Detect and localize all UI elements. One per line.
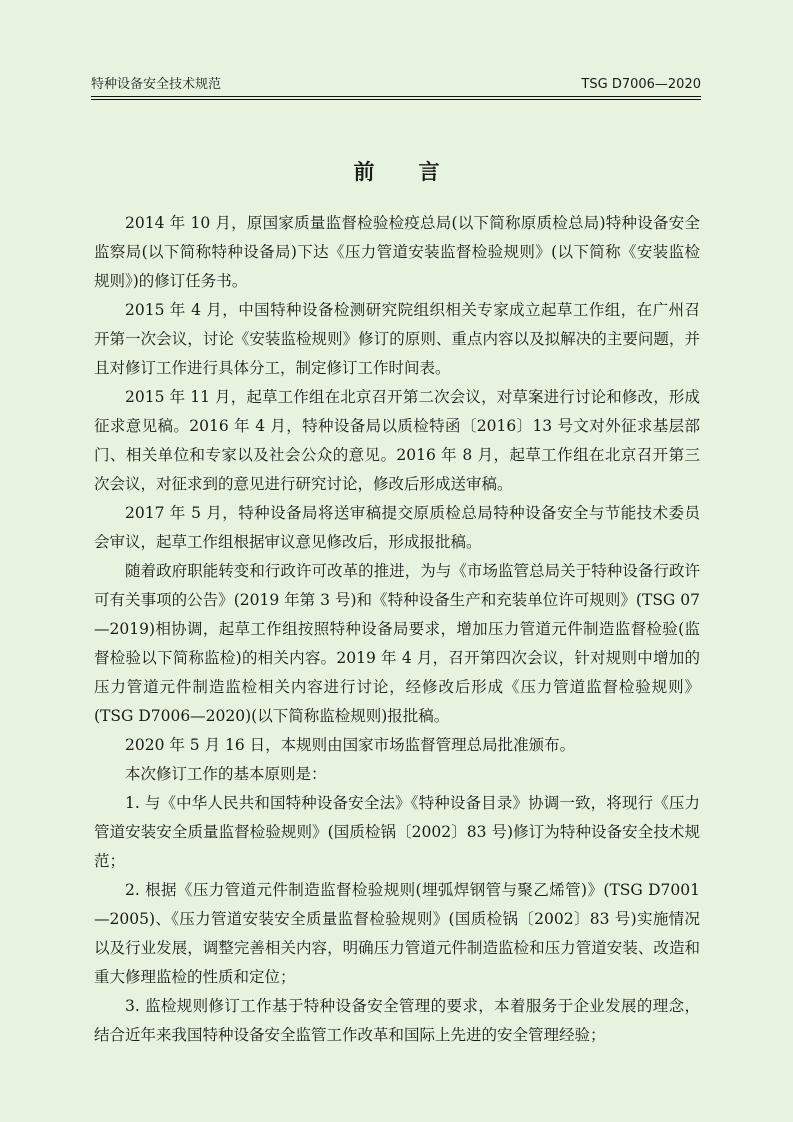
header-rule-thin [91, 99, 701, 100]
paragraph: 本次修订工作的基本原则是： [125, 765, 327, 783]
header-document-category: 特种设备安全技术规范 [91, 77, 222, 92]
running-header [91, 74, 701, 96]
paragraph: 2015 年 11 月，起草工作组在北京召开第二次会议，对草案进行讨论和修改，形成征求意见稿。2016 年 4 月，特种设备局以质检特函〔2016〕13 号文对外征求基层部门、相关单位和专家以及社会公众的意见。2016 年 8 月，起草工作组在北京召开第三次会议，对征求到的意见进行研究讨论，修改后形成送审稿。 [94, 388, 700, 493]
principle-item: 3. 监检规则修订工作基于特种设备安全管理的要求，本着服务于企业发展的理念，结合近年来我国特种设备安全监管工作改革和国际上先进的安全管理经验； [94, 997, 700, 1044]
principle-item: 2. 根据《压力管道元件制造监督检验规则(埋弧焊钢管与聚乙烯管)》(TSG D7001—2005)、《压力管道安装安全质量监督检验规则》(国质检锅〔2002〕83 号)实施情况以及行业发展，调整完善相关内容，明确压力管道元件制造监检和压力管道安装、改造和重大修理监检的性质和定位； [94, 881, 700, 986]
paragraph: 2020 年 5 月 16 日，本规则由国家市场监督管理总局批准颁布。 [125, 736, 576, 754]
paragraph: 2015 年 4 月，中国特种设备检测研究院组织相关专家成立起草工作组，在广州召开第一次会议，讨论《安装监检规则》修订的原则、重点内容以及拟解决的主要问题，并且对修订工作进行具体分工，制定修订工作时间表。 [94, 301, 700, 377]
paragraph: 随着政府职能转变和行政许可改革的推进，为与《市场监管总局关于特种设备行政许可有关事项的公告》(2019 年第 3 号)和《特种设备生产和充装单位许可规则》(TSG 07—2019)相协调，起草工作组按照特种设备局要求，增加压力管道元件制造监督检验(监督检验以下简称监检)的相关内容。2019 年 4 月，召开第四次会议，针对规则中增加的压力管道元件制造监检相关内容进行讨论，经修改后形成《压力管道监督检验规则》(TSG D7006—2020)(以下简称监检规则)报批稿。 [94, 562, 700, 725]
paragraph: 2014 年 10 月，原国家质量监督检验检疫总局(以下简称原质检总局)特种设备安全监察局(以下简称特种设备局)下达《压力管道安装监督检验规则》(以下简称《安装监检规则》)的修订任务书。 [94, 214, 700, 290]
body-text [94, 209, 700, 1050]
header-rule-thick [91, 96, 701, 97]
page-title: 前言 [353, 160, 484, 184]
header-standard-number: TSG D7006—2020 [581, 77, 701, 92]
paragraph: 2017 年 5 月，特种设备局将送审稿提交原质检总局特种设备安全与节能技术委员会审议，起草工作组根据审议意见修改后，形成报批稿。 [94, 504, 700, 551]
principle-item: 1. 与《中华人民共和国特种设备安全法》《特种设备目录》协调一致，将现行《压力管道安装安全质量监督检验规则》(国质检锅〔2002〕83 号)修订为特种设备安全技术规范； [94, 794, 700, 870]
